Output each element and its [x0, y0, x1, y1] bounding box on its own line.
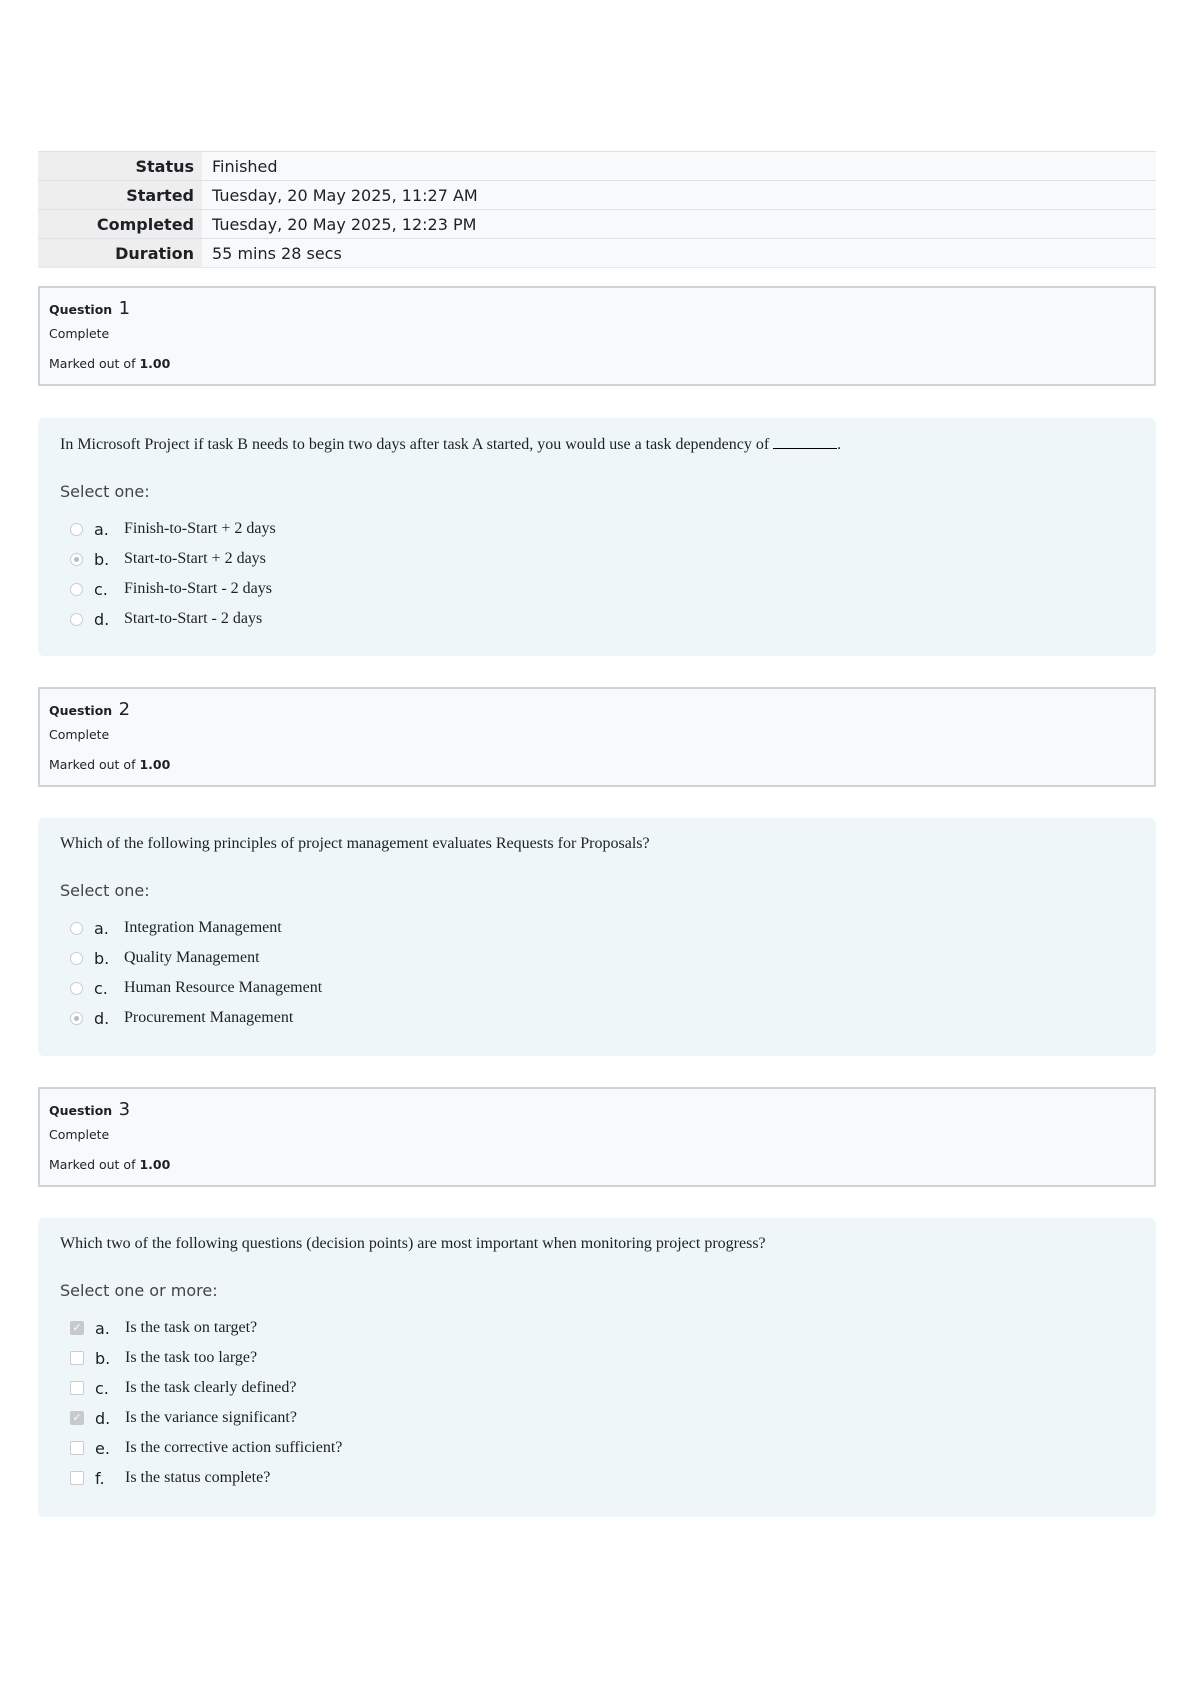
- option-letter: d.: [94, 609, 110, 629]
- summary-label: Duration: [38, 239, 202, 268]
- question-2-content: [38, 818, 1156, 1056]
- option-b[interactable]: [60, 544, 1134, 574]
- grade-prefix: Marked out of: [49, 356, 136, 371]
- question-label: Question: [49, 703, 113, 718]
- question-1-info: [38, 286, 1156, 386]
- option-letter: b.: [95, 1348, 111, 1368]
- option-letter: d.: [95, 1408, 111, 1428]
- radio-button-selected[interactable]: [70, 553, 83, 566]
- option-text: Is the corrective action sufficient?: [125, 1439, 343, 1456]
- option-text: Quality Management: [124, 949, 260, 966]
- radio-button[interactable]: [70, 613, 83, 626]
- option-letter: e.: [95, 1438, 110, 1458]
- checkbox[interactable]: [70, 1351, 84, 1365]
- grade-value: 1.00: [139, 757, 171, 772]
- radio-button[interactable]: [70, 982, 83, 995]
- summary-value: Tuesday, 20 May 2025, 11:27 AM: [202, 181, 1156, 210]
- option-text: Is the task on target?: [125, 1319, 258, 1336]
- question-number: [49, 1099, 1154, 1122]
- option-b[interactable]: [60, 943, 1134, 973]
- summary-label: Started: [38, 181, 202, 210]
- option-text: Human Resource Management: [124, 979, 323, 996]
- answer-blank: [773, 434, 837, 449]
- option-letter: a.: [95, 1318, 110, 1338]
- question-label: Question: [49, 1103, 113, 1118]
- option-text: Start-to-Start - 2 days: [124, 610, 263, 627]
- question-label: Question: [49, 302, 113, 317]
- radio-button-selected[interactable]: [70, 1012, 83, 1025]
- summary-row-completed: [38, 210, 1156, 239]
- radio-button[interactable]: [70, 523, 83, 536]
- radio-button[interactable]: [70, 952, 83, 965]
- prompt-text: In Microsoft Project if task B needs to begin two days after task A started, you would use a task dependency of: [60, 436, 770, 453]
- option-letter: c.: [94, 978, 108, 998]
- option-c[interactable]: [60, 574, 1134, 604]
- question-prompt: Which of the following principles of project management evaluates Requests for Proposals?: [60, 835, 650, 852]
- grade-prefix: Marked out of: [49, 1157, 136, 1172]
- summary-label: Completed: [38, 210, 202, 239]
- question-prompt: Which two of the following questions (decision points) are most important when monitoring project progress?: [60, 1235, 766, 1252]
- option-text: Finish-to-Start + 2 days: [124, 520, 276, 537]
- option-a[interactable]: [60, 913, 1134, 943]
- option-d[interactable]: [60, 604, 1134, 634]
- option-text: Is the task too large?: [125, 1349, 258, 1366]
- question-number-value: 1: [118, 298, 131, 319]
- question-number: [49, 699, 1154, 722]
- summary-value: Finished: [202, 152, 1156, 181]
- question-prompt: [60, 434, 1134, 455]
- option-f[interactable]: [60, 1463, 1134, 1493]
- select-instruction: Select one or more:: [60, 1281, 218, 1300]
- option-text: Procurement Management: [124, 1009, 294, 1026]
- question-state: Complete: [49, 326, 110, 341]
- option-letter: b.: [94, 549, 110, 569]
- prompt-end: .: [837, 436, 842, 453]
- grade-value: 1.00: [139, 1157, 171, 1172]
- select-instruction: Select one:: [60, 482, 150, 501]
- summary-row-duration: [38, 239, 1156, 268]
- option-text: Is the task clearly defined?: [125, 1379, 297, 1396]
- checkbox-checked[interactable]: ✓: [70, 1321, 84, 1335]
- option-b[interactable]: [60, 1343, 1134, 1373]
- option-text: Is the variance significant?: [125, 1409, 297, 1426]
- question-number-value: 2: [118, 699, 131, 720]
- question-3-content: [38, 1218, 1156, 1517]
- option-a[interactable]: [60, 1313, 1134, 1343]
- summary-row-started: [38, 181, 1156, 210]
- answer-options: [60, 514, 1134, 634]
- select-instruction: Select one:: [60, 881, 150, 900]
- summary-label: Status: [38, 152, 202, 181]
- option-c[interactable]: [60, 973, 1134, 1003]
- option-text: Finish-to-Start - 2 days: [124, 580, 272, 597]
- checkbox[interactable]: [70, 1381, 84, 1395]
- radio-button[interactable]: [70, 583, 83, 596]
- summary-value: 55 mins 28 secs: [202, 239, 1156, 268]
- option-text: Start-to-Start + 2 days: [124, 550, 266, 567]
- question-grade: [49, 356, 1154, 372]
- question-state: Complete: [49, 727, 110, 742]
- option-letter: a.: [94, 918, 109, 938]
- grade-prefix: Marked out of: [49, 757, 136, 772]
- question-state: Complete: [49, 1127, 110, 1142]
- option-letter: b.: [94, 948, 110, 968]
- option-d[interactable]: [60, 1403, 1134, 1433]
- checkbox[interactable]: [70, 1471, 84, 1485]
- option-a[interactable]: [60, 514, 1134, 544]
- question-grade: [49, 757, 1154, 773]
- option-c[interactable]: [60, 1373, 1134, 1403]
- option-letter: d.: [94, 1008, 110, 1028]
- answer-options: [60, 1313, 1134, 1493]
- question-grade: [49, 1157, 1154, 1173]
- answer-options: [60, 913, 1134, 1033]
- option-letter: c.: [94, 579, 108, 599]
- option-letter: a.: [94, 519, 109, 539]
- option-text: Is the status complete?: [125, 1469, 271, 1486]
- question-number-value: 3: [118, 1099, 131, 1120]
- checkbox[interactable]: [70, 1441, 84, 1455]
- summary-row-status: [38, 152, 1156, 181]
- option-d[interactable]: [60, 1003, 1134, 1033]
- radio-button[interactable]: [70, 922, 83, 935]
- option-text: Integration Management: [124, 919, 282, 936]
- checkbox-checked[interactable]: ✓: [70, 1411, 84, 1425]
- question-2-info: [38, 687, 1156, 787]
- option-e[interactable]: [60, 1433, 1134, 1463]
- question-number: [49, 298, 1154, 321]
- grade-value: 1.00: [139, 356, 171, 371]
- question-3-info: [38, 1087, 1156, 1187]
- question-1-content: [38, 418, 1156, 656]
- option-letter: c.: [95, 1378, 109, 1398]
- summary-value: Tuesday, 20 May 2025, 12:23 PM: [202, 210, 1156, 239]
- attempt-summary-table: [38, 151, 1156, 268]
- option-letter: f.: [95, 1468, 105, 1488]
